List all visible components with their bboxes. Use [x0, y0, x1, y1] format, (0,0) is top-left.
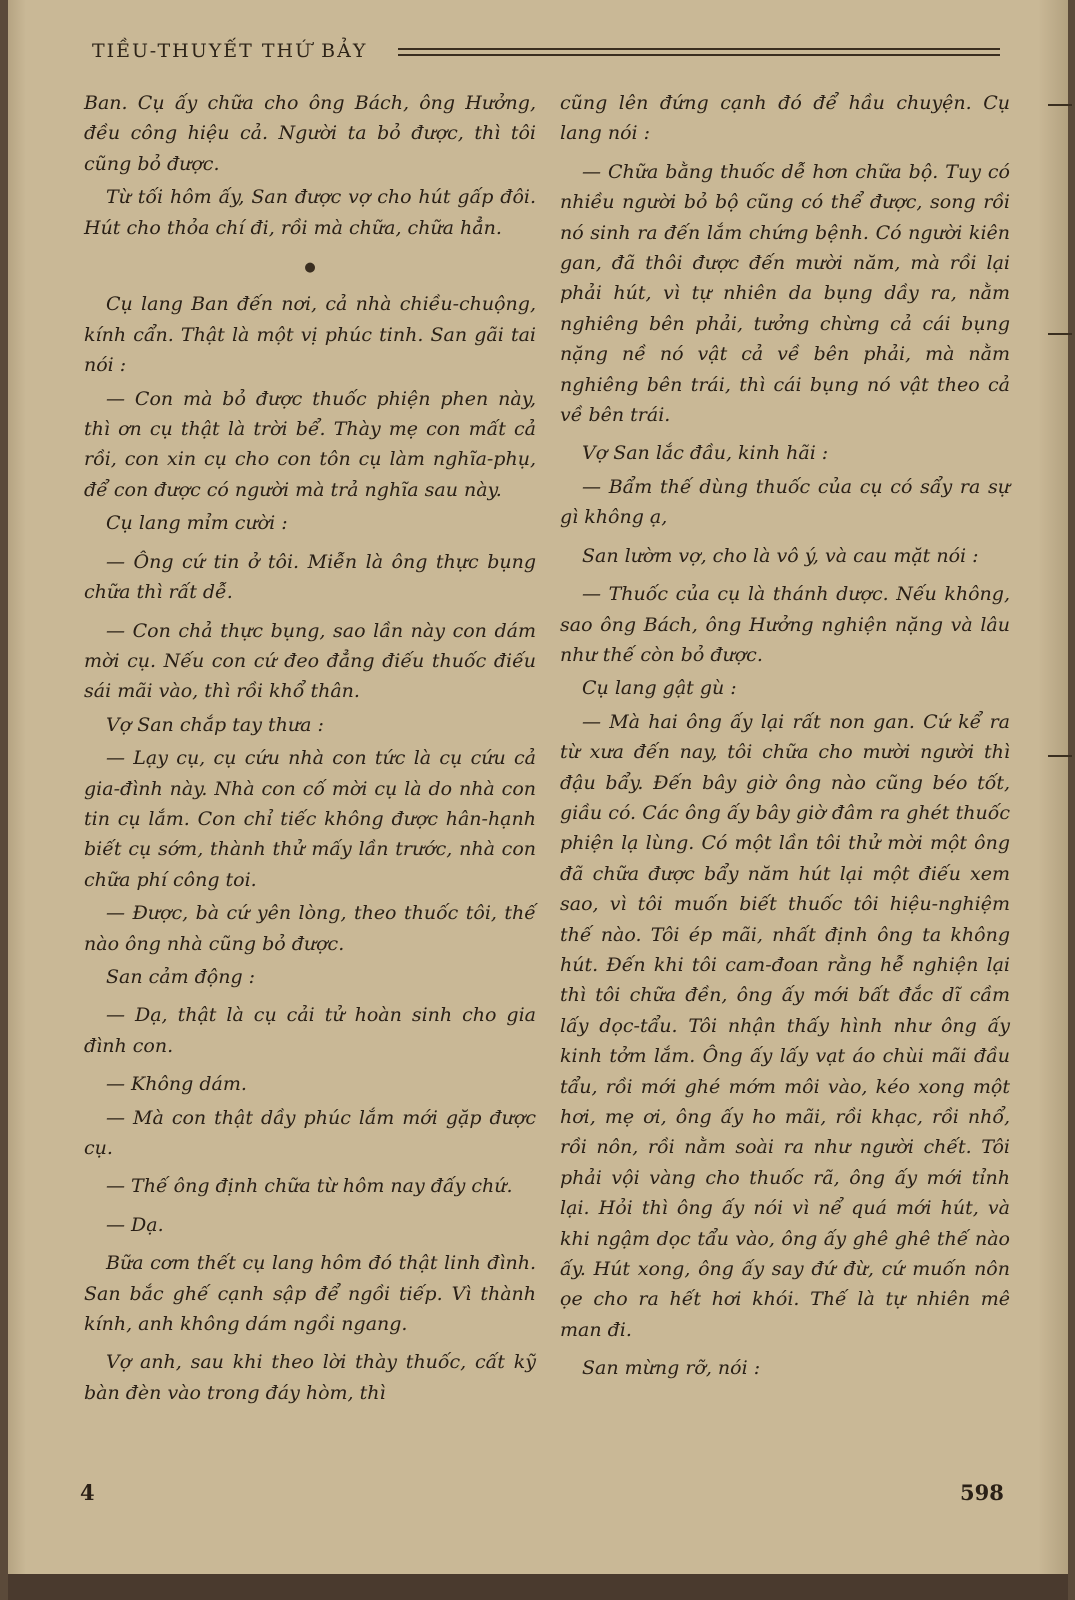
paragraph: Cụ lang mỉm cười :	[106, 512, 288, 535]
left-column	[84, 88, 536, 1411]
paragraph: — Bẩm thế dùng thuốc của cụ có sẩy ra sự gì không ạ,	[560, 475, 1010, 529]
margin-mark	[1048, 333, 1072, 335]
page-number-right: 598	[960, 1480, 1004, 1505]
paragraph: Cụ lang gật gù :	[582, 677, 737, 700]
paragraph: — Lạy cụ, cụ cứu nhà con tức là cụ cứu cả gia-đình này. Nhà con cố mời cụ là do nhà con tin cụ lắm. Con chỉ tiếc không được hân-hạnh biết cụ sớm, thành thử mấy lần trước, nhà con chữa phí công toi.	[84, 747, 536, 891]
header-rule-bottom	[398, 54, 1000, 56]
paragraph: Từ tối hôm ấy, San được vợ cho hút gấp đôi. Hút cho thỏa chí đi, rồi mà chữa, chữa hẳn.	[84, 186, 536, 239]
book-edge	[8, 1574, 1068, 1600]
paragraph: — Thế ông định chữa từ hôm nay đấy chứ.	[106, 1175, 513, 1198]
paragraph: San cảm động :	[106, 965, 256, 988]
book-page	[8, 0, 1068, 1600]
right-column	[560, 88, 1010, 1387]
page-number-left: 4	[80, 1480, 95, 1505]
paragraph: Cụ lang Ban đến nơi, cả nhà chiều-chuộng, kính cẩn. Thật là một vị phúc tinh. San gãi tai nói :	[84, 293, 536, 377]
paragraph: San lườm vợ, cho là vô ý, và cau mặt nói :	[582, 544, 979, 567]
page-header	[80, 38, 1000, 68]
section-ornament: ●	[304, 260, 316, 276]
running-head: TIỀU-THUYẾT THỨ BẢY	[92, 40, 368, 62]
paragraph: — Chữa bằng thuốc dễ hơn chữa bộ. Tuy có nhiều người bỏ bộ cũng có thể được, song rồi nó sinh ra đến lắm chứng bệnh. Có người kiên gan, đã thôi được đến mười năm, mà rồi lại phải hút, vì tự nhiên da bụng dầy ra, nằm nghiêng bên phải, tưởng chừng cả cái bụng nặng nề nó vật cả về bên phải, mà nằm nghiêng bên trái, thì cái bụng nó vật theo cả về bên trái.	[560, 160, 1010, 427]
paragraph: Vợ San chắp tay thưa :	[106, 713, 324, 736]
paragraph: San mừng rỡ, nói :	[582, 1357, 761, 1380]
paragraph: cũng lên đứng cạnh đó để hầu chuyện. Cụ lang nói :	[560, 92, 1010, 145]
margin-mark	[1048, 104, 1072, 106]
paragraph: Ban. Cụ ấy chữa cho ông Bách, ông Hưởng, đều công hiệu cả. Người ta bỏ được, thì tôi cũng bỏ được.	[84, 92, 536, 175]
paragraph: — Mà con thật dầy phúc lắm mới gặp được cụ.	[84, 1106, 536, 1159]
paragraph: — Con chả thực bụng, sao lần này con dám mời cụ. Nếu con cứ đeo đẳng điếu thuốc điếu sái mãi vào, thì rồi khổ thân.	[84, 619, 536, 703]
paragraph: Vợ San lắc đầu, kinh hãi :	[582, 442, 829, 465]
paragraph: Bữa cơm thết cụ lang hôm đó thật linh đình. San bắc ghế cạnh sập để ngồi tiếp. Vì thành kính, anh không dám ngồi ngang.	[84, 1252, 536, 1336]
paragraph: Vợ anh, sau khi theo lời thày thuốc, cất kỹ bàn đèn vào trong đáy hòm, thì	[84, 1351, 536, 1404]
paragraph: — Mà hai ông ấy lại rất non gan. Cứ kể ra từ xưa đến nay, tôi chữa cho mười người thì đậu bẩy. Đến bây giờ ông nào cũng béo tốt, giầu có. Các ông ấy bây giờ đâm ra ghét thuốc phiện lạ lùng. Có một lần tôi thử mời một ông đã chữa được bẩy năm hút lại một điếu xem sao, vì tôi muốn biết thuốc tôi hiệu-nghiệm thế nào. Tôi ép mãi, nhất định ông ta không hút. Đến khi tôi cam-đoan rằng hễ nghiện lại thì tôi chữa đền, ông ấy mới bất đắc dĩ cầm lấy dọc-tẩu. Tôi nhận thấy hình như ông ấy kinh tởm lắm. Ông ấy lấy vạt áo chùi mãi đầu tẩu, rồi mới ghé mớm môi vào, kéo xong một hơi, mẹ ơi, ông ấy ho mãi, rồi khạc, rồi nhổ, rồi nôn, rồi nằm soài ra như người chết. Tôi phải vội vàng cho thuốc rã, ông ấy mới tỉnh lại. Hỏi thì ông ấy nói vì nể quá mới hút, và khi ngậm dọc tẩu vào, ông ấy ghê ghê thế nào ấy. Hút xong, ông ấy say đứ đừ, cứ muốn nôn ọe cho ra hết hơi khói. Thế là tự nhiên mê man đi.	[560, 710, 1010, 1341]
paragraph: — Dạ, thật là cụ cải tử hoàn sinh cho gia đình con.	[84, 1004, 536, 1057]
paragraph: — Con mà bỏ được thuốc phiện phen này, thì ơn cụ thật là trời bể. Thày mẹ con mất cả rồi, con xin cụ cho con tôn cụ làm nghĩa-phụ, để con được có người mà trả nghĩa sau này.	[84, 387, 536, 501]
paragraph: — Dạ.	[106, 1213, 164, 1236]
paragraph: — Thuốc của cụ là thánh dược. Nếu không, sao ông Bách, ông Hưởng nghiện nặng và lâu như thế còn bỏ được.	[560, 583, 1010, 666]
header-rule-top	[398, 48, 1000, 50]
paragraph: — Được, bà cứ yên lòng, theo thuốc tôi, thế nào ông nhà cũng bỏ được.	[84, 902, 536, 955]
paragraph: — Không dám.	[106, 1073, 247, 1096]
margin-mark	[1048, 755, 1072, 757]
paragraph: — Ông cứ tin ở tôi. Miễn là ông thực bụng chữa thì rất dễ.	[84, 550, 536, 604]
